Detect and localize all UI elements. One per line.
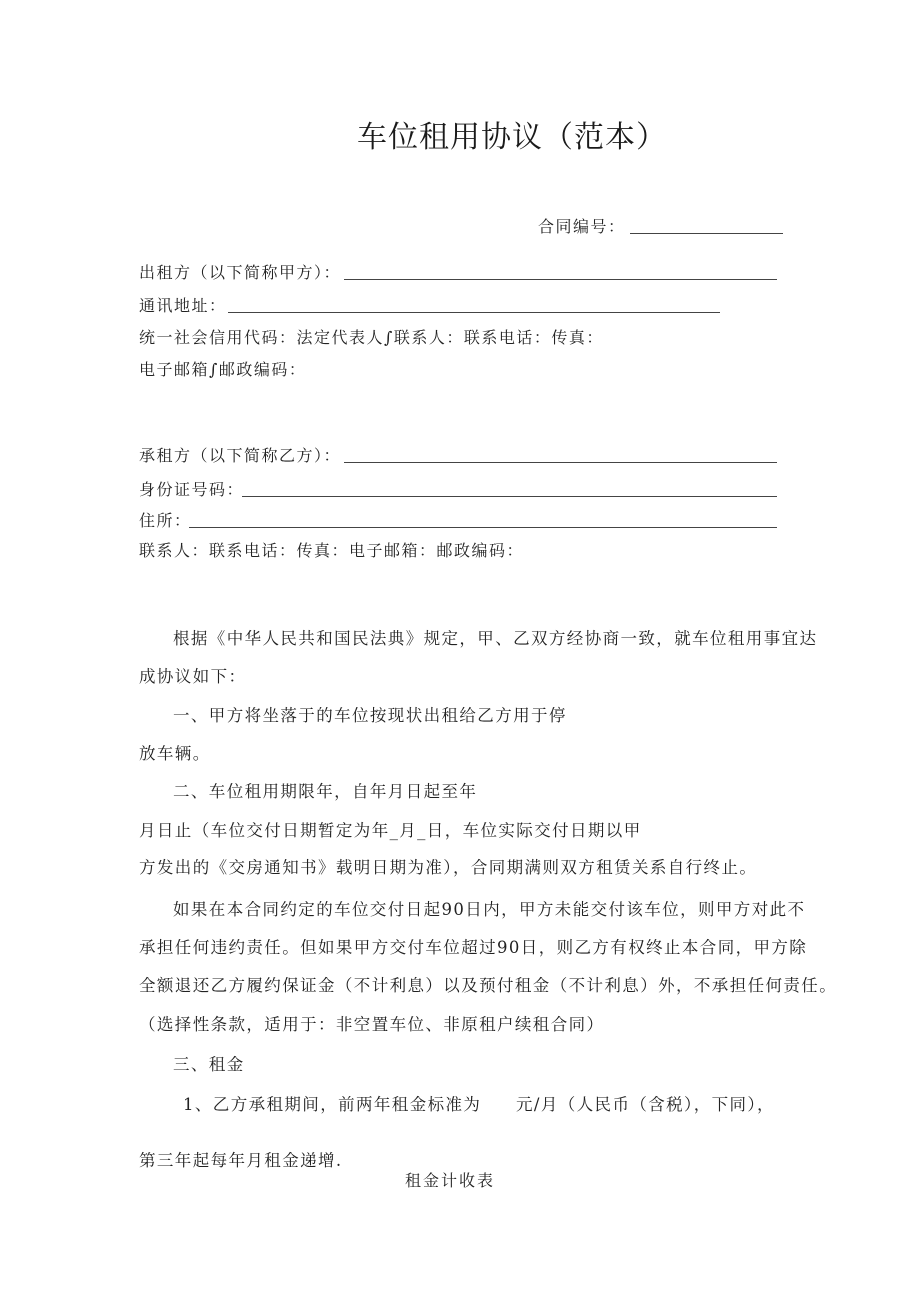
rent-line-1b: 元/月（人民币（含税），下同），	[516, 1095, 775, 1114]
lessor-address-blank[interactable]	[228, 312, 720, 313]
lessee-id-label: 身份证号码：	[139, 480, 245, 499]
intro-line-1: 根据《中华人民共和国民法典》规定，甲、乙双方经协商一致，就车位租用事宜达	[173, 629, 818, 648]
article-1-line-2: 放车辆。	[139, 744, 211, 763]
contract-no-label: 合同编号：	[538, 217, 626, 236]
rent-line-2: 第三年起每年月租金递增.	[139, 1151, 343, 1170]
lessee-id-blank[interactable]	[242, 496, 777, 497]
lessee-contact-line: 联系人：联系电话：传真：电子邮箱：邮政编码：	[139, 541, 525, 560]
lessor-email-line: 电子邮箱∫邮政编码：	[139, 360, 307, 379]
rent-line-1a: 1、乙方承租期间，前两年租金标准为	[183, 1095, 482, 1114]
condition-line-1: 如果在本合同约定的车位交付日起90日内，甲方未能交付该车位，则甲方对此不	[173, 900, 806, 919]
lessee-residence-blank[interactable]	[189, 527, 777, 528]
article-2-line-3: 方发出的《交房通知书》载明日期为准），合同期满则双方租赁关系自行终止。	[139, 858, 758, 877]
article-1-line-1: 一、甲方将坐落于的车位按现状出租给乙方用于停	[173, 706, 567, 725]
lessee-label: 承租方（以下简称乙方）：	[139, 446, 342, 465]
article-2-line-1: 二、车位租用期限年，自年月日起至年	[173, 782, 478, 801]
lessor-info-line: 统一社会信用代码：法定代表人∫联系人：联系电话：传真：	[139, 328, 604, 347]
lessor-label: 出租方（以下简称甲方）：	[139, 263, 342, 282]
condition-line-4: （选择性条款，适用于：非空置车位、非原租户续租合同）	[139, 1015, 605, 1034]
rent-table-title: 租金计收表	[405, 1171, 496, 1190]
condition-line-3: 全额退还乙方履约保证金（不计利息）以及预付租金（不计利息）外，不承担任何责任。	[139, 976, 838, 995]
lessor-name-blank[interactable]	[344, 279, 777, 280]
lessee-name-blank[interactable]	[344, 462, 777, 463]
lessee-residence-label: 住所：	[139, 511, 192, 530]
page-title: 车位租用协议（范本）	[357, 120, 667, 155]
contract-no-blank[interactable]	[630, 233, 783, 234]
article-2-line-2: 月日止（车位交付日期暂定为年_月_日，车位实际交付日期以甲	[139, 821, 642, 840]
lessor-address-label: 通讯地址：	[139, 296, 227, 315]
condition-line-2: 承担任何违约责任。但如果甲方交付车位超过90日，则乙方有权终止本合同，甲方除	[139, 938, 808, 957]
article-3-heading: 三、租金	[173, 1055, 245, 1074]
intro-line-2: 成协议如下：	[139, 667, 247, 686]
